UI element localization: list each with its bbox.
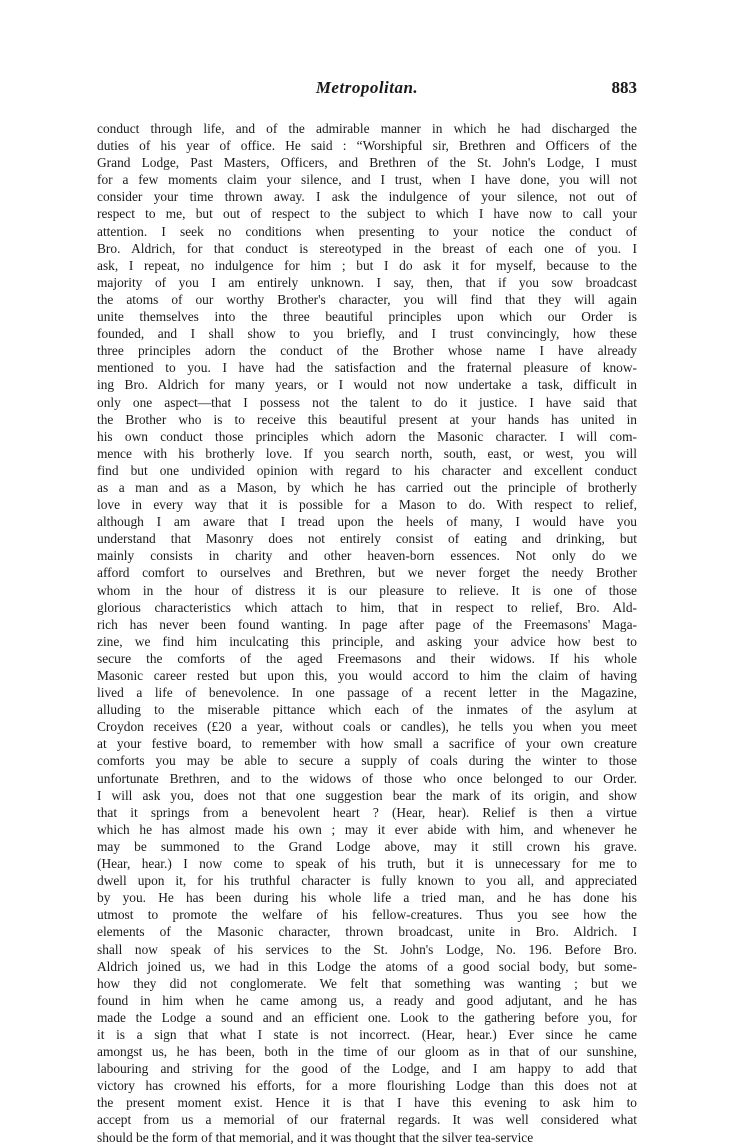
text-line: victory has crowned his efforts, for a more flourishing Lodge than this does not at — [97, 1078, 637, 1094]
text-line: utmost to promote the welfare of his fellow-creatures. Thus you see how the — [97, 907, 637, 923]
text-line: mence with his brotherly love. If you search north, south, east, or west, you will — [97, 445, 637, 461]
text-line: it is a sign that what I state is not incorrect. (Hear, hear.) Ever since he came — [97, 1026, 637, 1042]
text-line: whom in the hour of distress it is our pleasure to relieve. It is one of those — [97, 582, 637, 598]
text-line: duties of his year of office. He said : “Worshipful sir, Brethren and Officers of the — [97, 138, 637, 154]
text-line: as a man and as a Mason, by which he has carried out the principle of brotherly — [97, 479, 637, 495]
text-line: comforts you may be able to secure a supply of coals during the winter to those — [97, 753, 637, 769]
text-line: made the Lodge a sound and an efficient one. Look to the gathering before you, for — [97, 1009, 637, 1025]
page-number: 883 — [611, 78, 637, 97]
text-line: amongst us, he has been, both in the time of our gloom as in that of our sunshine, — [97, 1044, 637, 1060]
text-line: which he has almost made his own ; may it ever abide with him, and whenever he — [97, 821, 637, 837]
text-line: glorious characteristics which attach to him, that in respect to relief, Bro. Ald- — [97, 599, 637, 615]
text-line: three principles adorn the conduct of the Brother whose name I have already — [97, 343, 637, 359]
text-line: Masonic career rested but upon this, you would accord to him the claim of having — [97, 668, 637, 683]
text-line: attention. I seek no conditions when presenting to your notice the conduct of — [97, 223, 637, 239]
text-line: ing Bro. Aldrich for many years, or I would not now undertake a task, difficult in — [97, 377, 637, 393]
text-line: for a few moments claim your silence, and I trust, when I have done, you will not — [97, 172, 637, 188]
text-line: rich has never been found wanting. In page after page of the Freemasons' Maga- — [97, 616, 637, 632]
text-line: understand that Masonry does not entirely consist of eating and drinking, but — [97, 531, 637, 547]
text-line: respect to me, but out of respect to the subject to which I have now to call your — [97, 206, 637, 222]
text-line: afford comfort to ourselves and Brethren, but we never forget the needy Brother — [97, 565, 637, 581]
text-line: at your festive board, to remember with how small a sacrifice of your own creature — [97, 736, 637, 752]
text-line: secure the comforts of the aged Freemasons and their widows. If his whole — [97, 650, 637, 666]
text-line: only one aspect—that I possess not the talent to do it justice. I have said that — [97, 394, 637, 410]
text-line: the Brother who is to receive this beautiful present at your hands has united in — [97, 411, 637, 427]
text-line: although I am aware that I tread upon the heels of many, I would have you — [97, 514, 637, 530]
text-line: unfortunate Brethren, and to the widows of those who once belonged to our Order. — [97, 770, 637, 786]
text-line: may be summoned to the Grand Lodge above, may it still crown his grave. — [97, 838, 637, 854]
text-line: the atoms of our worthy Brother's character, you will find that they will again — [97, 291, 637, 307]
text-line: mainly consists in charity and other heaven-born essences. Not only do we — [97, 548, 637, 564]
text-line: that it springs from a benevolent heart ? (Hear, hear). Relief is then a virtue — [97, 804, 637, 820]
text-line: I will ask you, does not that one suggestion bear the mark of its origin, and show — [97, 787, 637, 803]
text-line: shall now speak of his services to the St. John's Lodge, No. 196. Before Bro. — [97, 941, 637, 957]
text-line: mentioned to you. I have had the satisfaction and the fraternal pleasure of know- — [97, 360, 637, 376]
text-line: alluding to the miserable pittance which each of the inmates of the asylum at — [97, 702, 637, 718]
text-line: the present moment exist. Hence it is that I have this evening to ask him to — [97, 1095, 637, 1111]
text-line: how they did not conglomerate. We felt that something was wanting ; but we — [97, 975, 637, 991]
running-title: Metropolitan. — [315, 78, 419, 97]
text-line: Bro. Aldrich, for that conduct is stereotyped in the breast of each one of you. I — [97, 240, 637, 256]
text-line: founded, and I shall show to you briefly, and I trust convincingly, how these — [97, 326, 637, 342]
text-line: found in him when he came among us, a ready and good adjutant, and he has — [97, 992, 637, 1008]
text-line: his own conduct those principles which adorn the Masonic character. I will com- — [97, 428, 637, 444]
text-line: dwell upon it, for his truthful character is fully known to you all, and appreciated — [97, 873, 637, 889]
text-line: conduct through life, and of the admirable manner in which he had discharged the — [97, 121, 637, 136]
text-line: by you. He has been during his whole life a tried man, and he has done his — [97, 890, 637, 906]
body-text — [97, 120, 637, 1146]
text-line: majority of you I am entirely unknown. I say, then, that if you sow broadcast — [97, 274, 637, 290]
text-line: Aldrich joined us, we had in this Lodge the atoms of a good social body, but some- — [97, 958, 637, 974]
running-head — [97, 78, 637, 102]
text-line: elements of the Masonic character, thrown broadcast, unite in Bro. Aldrich. I — [97, 924, 637, 940]
text-line: love in every way that it is possible for a Mason to do. With respect to relief, — [97, 497, 637, 513]
text-line: labouring and striving for the good of the Lodge, and I am happy to add that — [97, 1061, 637, 1077]
text-line: ask, I repeat, no indulgence for him ; but I do ask it for myself, because to the — [97, 257, 637, 273]
text-line: accept from us a memorial of our fraternal regards. It was well considered what — [97, 1112, 637, 1128]
text-line: unite themselves into the three beautiful principles upon which our Order is — [97, 309, 637, 325]
text-line: (Hear, hear.) I now come to speak of his truth, but it is unnecessary for me to — [97, 856, 637, 872]
text-line: Croydon receives (£20 a year, without coals or candles), he tells you when you meet — [97, 719, 637, 735]
text-line: should be the form of that memorial, and it was thought that the silver tea-service — [97, 1129, 534, 1145]
text-line: Grand Lodge, Past Masters, Officers, and Brethren of the St. John's Lodge, I must — [97, 155, 637, 171]
text-line: lived a life of benevolence. In one passage of a recent letter in the Magazine, — [97, 685, 637, 701]
text-line: find but one undivided opinion with regard to his character and excellent conduct — [97, 462, 637, 478]
text-line: consider your time thrown away. I ask the indulgence of your silence, not out of — [97, 189, 637, 205]
text-line: zine, we find him inculcating this principle, and asking your advice how best to — [97, 633, 637, 649]
